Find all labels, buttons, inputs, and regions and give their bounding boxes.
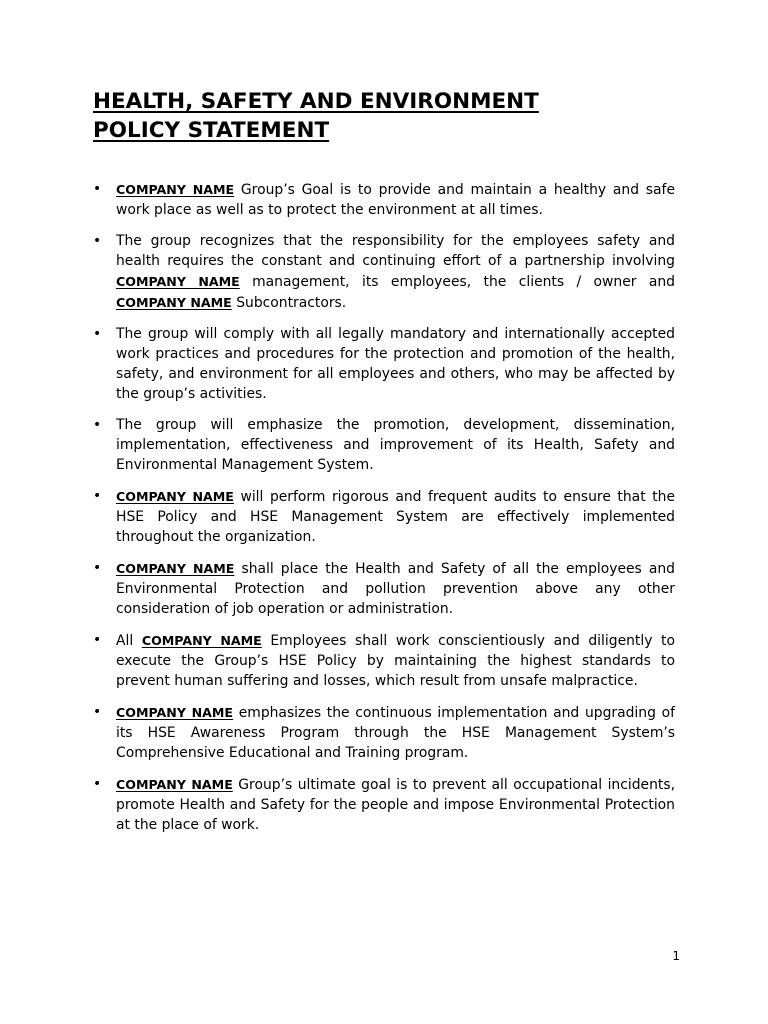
bullet-dot-icon: • <box>93 488 102 505</box>
company-name-placeholder: COMPANY NAME <box>116 489 234 505</box>
company-name-placeholder: COMPANY NAME <box>141 633 262 649</box>
policy-text: will perform rigorous and frequent audits to ensure that the HSE Policy and HSE Management System are effectively implemented throughout the organization. <box>116 489 675 545</box>
policy-text: All <box>116 633 142 650</box>
policy-item-responsibility <box>93 232 675 313</box>
policy-text: Group’s Goal is to provide and maintain a healthy and safe work place as well as to protect the environment at all times. <box>116 182 675 218</box>
bullet-dot-icon: • <box>93 560 102 577</box>
policy-text: emphasizes the continuous implementation and upgrading of its HSE Awareness Program through the HSE Management System’s Comprehensive Educational and Training program. <box>116 705 675 761</box>
policy-item-goal <box>93 180 675 221</box>
policy-item-employees <box>93 631 675 691</box>
policy-text: The group will emphasize the promotion, development, dissemination, implementation, effectiveness and improvement of its Health, Safety and Environmental Management System. <box>116 417 675 473</box>
company-name-placeholder: COMPANY NAME <box>116 561 235 577</box>
policy-text: shall place the Health and Safety of all the employees and Environmental Protection and pollution prevention above any other consideration of job operation or administration. <box>116 561 675 617</box>
policy-item-audits <box>93 487 675 547</box>
policy-text: The group recognizes that the responsibility for the employees safety and health requires the constant and continuing effort of a partnership involving <box>116 233 675 270</box>
company-name-placeholder: COMPANY NAME <box>116 273 240 289</box>
title-line-2: POLICY STATEMENT <box>93 118 330 143</box>
policy-item-priority <box>93 559 675 619</box>
document-title <box>93 87 693 145</box>
bullet-dot-icon: • <box>93 233 102 250</box>
policy-text: management, its employees, the clients / owner and <box>239 273 675 290</box>
bullet-dot-icon: • <box>93 417 102 434</box>
policy-item-emphasis <box>93 416 675 475</box>
policy-text: Subcontractors. <box>231 294 347 311</box>
policy-item-ultimate-goal <box>93 775 675 835</box>
page-number: 1 <box>672 949 680 963</box>
bullet-dot-icon: • <box>93 326 102 343</box>
bullet-dot-icon: • <box>93 632 102 649</box>
company-name-placeholder: COMPANY NAME <box>116 294 232 310</box>
policy-bullet-list <box>93 180 675 848</box>
policy-item-compliance <box>93 325 675 404</box>
bullet-dot-icon: • <box>93 704 102 721</box>
policy-text: Group’s ultimate goal is to prevent all occupational incidents, promote Health and Safety for the people and impose Environmental Protection at the place of work. <box>116 777 675 834</box>
company-name-placeholder: COMPANY NAME <box>116 705 234 721</box>
policy-text: Employees shall work conscientiously and diligently to execute the Group’s HSE Policy by maintaining the highest standards to prevent human suffering and losses, which result from unsafe malpractice. <box>116 633 675 689</box>
bullet-dot-icon: • <box>93 181 102 197</box>
policy-text: The group will comply with all legally mandatory and internationally accepted work practices and procedures for the protection and promotion of the health, safety, and environment for all employees and others, who may be affected by the group’s activities. <box>116 326 675 402</box>
company-name-placeholder: COMPANY NAME <box>116 182 235 197</box>
bullet-dot-icon: • <box>93 776 102 793</box>
title-line-1: HEALTH, SAFETY AND ENVIRONMENT <box>93 89 539 114</box>
policy-item-awareness <box>93 703 675 763</box>
company-name-placeholder: COMPANY NAME <box>116 777 233 793</box>
